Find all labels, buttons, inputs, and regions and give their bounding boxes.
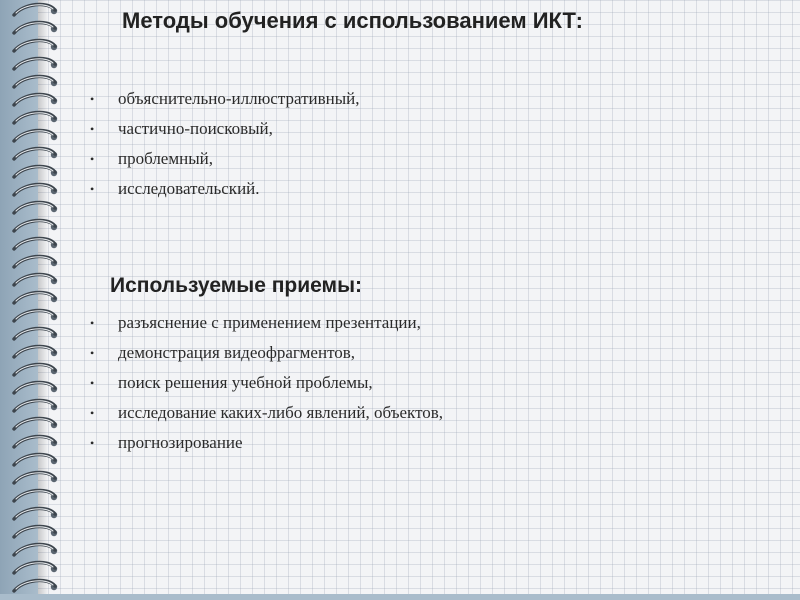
technique-text: исследование каких-либо явлений, объектов, bbox=[118, 403, 444, 422]
bullet-icon: • bbox=[90, 406, 95, 420]
list-item bbox=[90, 308, 443, 338]
list-item bbox=[90, 114, 360, 144]
bullet-icon: • bbox=[90, 346, 95, 360]
techniques-list bbox=[90, 308, 443, 458]
technique-text: демонстрация видеофрагментов, bbox=[118, 343, 356, 362]
method-text: частично-поисковый, bbox=[118, 119, 273, 138]
bullet-icon: • bbox=[90, 436, 95, 450]
list-item bbox=[90, 338, 443, 368]
bullet-icon: • bbox=[90, 182, 95, 196]
technique-text: разъяснение с применением презентации, bbox=[118, 313, 421, 332]
technique-text: поиск решения учебной проблемы, bbox=[118, 373, 373, 392]
techniques-heading: Используемые приемы: bbox=[110, 274, 362, 297]
slide-title: Методы обучения с использованием ИКТ: bbox=[122, 8, 584, 33]
list-item bbox=[90, 174, 360, 204]
bullet-icon: • bbox=[90, 376, 95, 390]
bullet-icon: • bbox=[90, 316, 95, 330]
method-text: исследовательский. bbox=[118, 179, 260, 198]
bullet-icon: • bbox=[90, 122, 95, 136]
bullet-icon: • bbox=[90, 152, 95, 166]
list-item bbox=[90, 144, 360, 174]
list-item bbox=[90, 428, 443, 458]
method-text: объяснительно-иллюстративный, bbox=[118, 89, 360, 108]
methods-list bbox=[90, 84, 360, 204]
bullet-icon: • bbox=[90, 92, 95, 106]
list-item bbox=[90, 398, 443, 428]
spiral-binding-icon bbox=[10, 0, 70, 600]
bottom-band bbox=[0, 594, 800, 600]
technique-text: прогнозирование bbox=[118, 433, 243, 452]
list-item bbox=[90, 84, 360, 114]
method-text: проблемный, bbox=[118, 149, 213, 168]
list-item bbox=[90, 368, 443, 398]
